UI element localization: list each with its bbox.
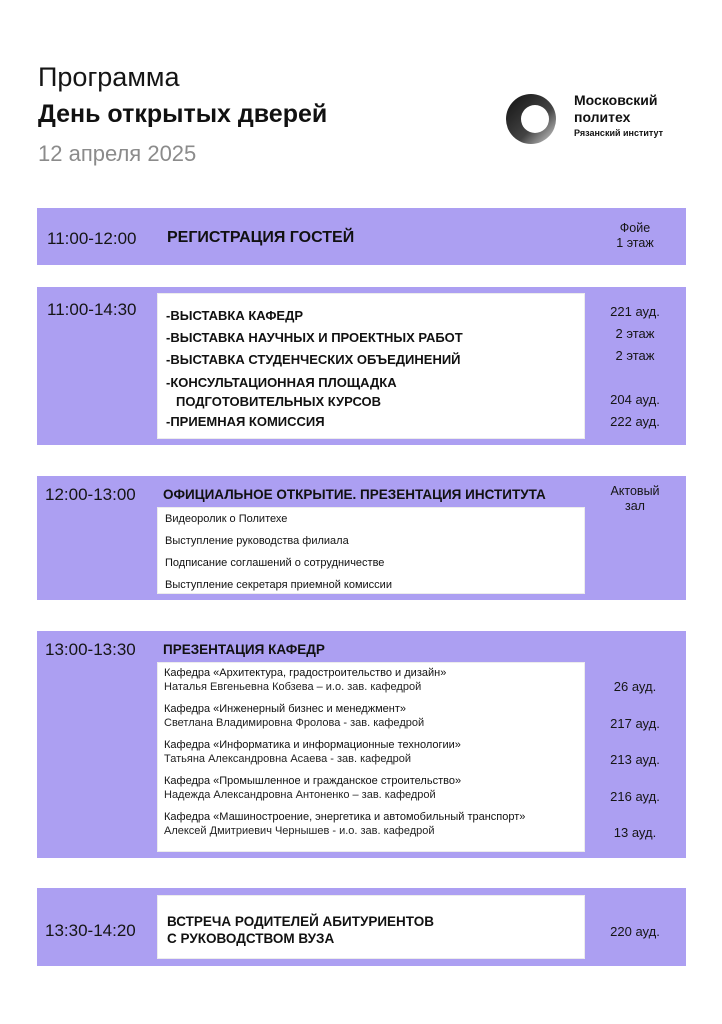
schedule-block-parents-meeting xyxy=(37,888,686,966)
block-rooms xyxy=(597,301,673,433)
block-room xyxy=(597,484,673,514)
department-name: Кафедра «Машиностроение, энергетика и автомобильный транспорт» xyxy=(164,811,526,823)
page-title: День открытых дверей xyxy=(38,100,328,128)
block-room xyxy=(597,221,673,251)
logo-text-line2: политех xyxy=(574,109,631,125)
room-line: Актовый xyxy=(610,484,660,498)
block-title: ПРЕЗЕНТАЦИЯ КАФЕДР xyxy=(163,642,325,657)
department-item xyxy=(164,667,584,694)
block-title: РЕГИСТРАЦИЯ ГОСТЕЙ xyxy=(167,229,355,246)
departments-card xyxy=(157,662,585,852)
block-room: 220 ауд. xyxy=(610,924,660,939)
logo xyxy=(506,92,696,148)
block-time: 13:00-13:30 xyxy=(45,640,136,659)
schedule-block-exhibitions xyxy=(37,287,686,445)
opening-card xyxy=(157,507,585,594)
meeting-title-line: ВСТРЕЧА РОДИТЕЛЕЙ АБИТУРИЕНТОВ xyxy=(167,914,434,929)
department-name: Кафедра «Промышленное и гражданское строительство» xyxy=(164,775,462,787)
room-line: Фойе xyxy=(619,221,651,235)
schedule-block-departments xyxy=(37,631,686,858)
block-time: 13:30-14:20 xyxy=(45,921,136,940)
room-line: 1 этаж xyxy=(616,236,654,250)
schedule-block-opening xyxy=(37,476,686,600)
department-item xyxy=(164,739,584,766)
department-name: Кафедра «Архитектура, градостроительство и дизайн» xyxy=(164,667,447,679)
list-item: Выступление руководства филиала xyxy=(165,535,349,547)
department-name: Кафедра «Инженерный бизнес и менеджмент» xyxy=(164,703,406,715)
department-item xyxy=(164,703,584,730)
meeting-title-line: С РУКОВОДСТВОМ ВУЗА xyxy=(167,931,335,946)
exhibitions-card xyxy=(157,293,585,439)
room-line: 204 ауд. xyxy=(610,392,660,407)
list-item: -ПРИЕМНАЯ КОМИССИЯ xyxy=(166,414,325,429)
room-line: зал xyxy=(625,499,645,513)
department-head: Надежда Александровна Антоненко – зав. кафедрой xyxy=(164,788,436,801)
room-line: 216 ауд. xyxy=(610,788,660,804)
department-item xyxy=(164,811,584,838)
room-line: 2 этаж xyxy=(615,326,655,341)
event-date: 12 апреля 2025 xyxy=(38,141,197,166)
list-item: Подписание соглашений о сотрудничестве xyxy=(165,557,385,569)
room-line: 222 ауд. xyxy=(610,414,660,429)
list-item: -КОНСУЛЬТАЦИОННАЯ ПЛОЩАДКА xyxy=(166,375,397,390)
list-item: -ВЫСТАВКА СТУДЕНЧЕСКИХ ОБЪЕДИНЕНИЙ xyxy=(166,352,461,367)
block-title: ОФИЦИАЛЬНОЕ ОТКРЫТИЕ. ПРЕЗЕНТАЦИЯ ИНСТИТУТА xyxy=(163,487,546,502)
block-time: 11:00-14:30 xyxy=(47,300,137,319)
list-item: Видеоролик о Политехе xyxy=(165,513,288,525)
room-line: 2 этаж xyxy=(615,348,655,363)
block-time: 11:00-12:00 xyxy=(47,229,137,248)
department-head: Татьяна Александровна Асаева - зав. кафедрой xyxy=(164,752,412,765)
list-item: ПОДГОТОВИТЕЛЬНЫХ КУРСОВ xyxy=(176,394,382,409)
program-label: Программа xyxy=(38,62,180,92)
room-line: 213 ауд. xyxy=(610,752,660,767)
room-line: 26 ауд. xyxy=(613,679,657,694)
block-time: 12:00-13:00 xyxy=(45,485,136,504)
list-item: -ВЫСТАВКА КАФЕДР xyxy=(166,308,304,323)
list-item: -ВЫСТАВКА НАУЧНЫХ И ПРОЕКТНЫХ РАБОТ xyxy=(166,330,463,345)
logo-text-line3: Рязанский институт xyxy=(574,128,664,138)
department-head: Наталья Евгеньевна Кобзева – и.о. зав. кафедрой xyxy=(164,680,422,693)
schedule-block-registration xyxy=(37,208,686,265)
room-line: 221 ауд. xyxy=(610,304,660,319)
logo-text-line1: Московский xyxy=(574,92,658,108)
block-rooms xyxy=(597,669,673,852)
department-item xyxy=(164,775,584,802)
room-line: 13 ауд. xyxy=(613,825,657,840)
room-line: 217 ауд. xyxy=(610,715,660,731)
department-head: Светлана Владимировна Фролова - зав. кафедрой xyxy=(164,716,425,729)
department-name: Кафедра «Информатика и информационные технологии» xyxy=(164,739,461,751)
list-item: Выступление секретаря приемной комиссии xyxy=(165,579,392,591)
department-head: Алексей Дмитриевич Чернышев - и.о. зав. кафедрой xyxy=(164,824,435,837)
meeting-card xyxy=(157,895,585,959)
polytech-logo-icon xyxy=(506,94,556,144)
